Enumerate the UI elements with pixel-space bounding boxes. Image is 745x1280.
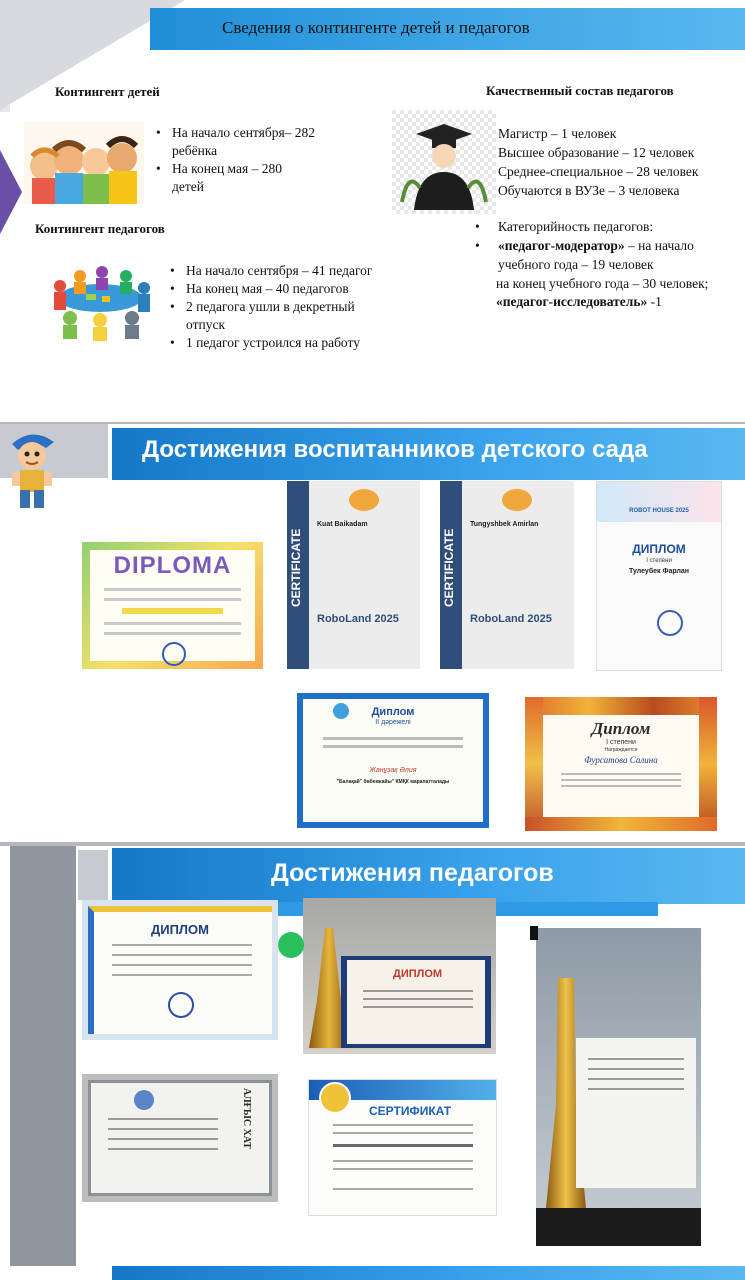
certificate-roboland-1 (287, 481, 420, 669)
quality-lines (498, 124, 698, 200)
dark-marker (530, 926, 538, 940)
moderator-item (475, 236, 730, 274)
slide3-title: Достижения педагогов (271, 859, 554, 887)
quality-line: Обучаются в ВУЗе – 3 человека (498, 183, 680, 198)
diploma-word: DIPLOMA (113, 552, 232, 579)
teacher-gramota (82, 1074, 278, 1202)
slide-teacher-achievements (0, 846, 745, 1280)
diploma-word: ДИПЛОМ (150, 922, 209, 937)
researcher-bold: «педагог-исследователь» (496, 294, 648, 309)
quality-line: Магистр – 1 человек (498, 126, 617, 141)
bottom-banner (112, 1266, 745, 1280)
diploma-sub: Награждается (604, 747, 638, 753)
diploma-word: ДИПЛОМ (393, 968, 443, 980)
teacher-large-trophy-photo (536, 928, 701, 1246)
diploma-degree: I степени (606, 739, 636, 746)
teacher-diploma-1 (82, 900, 278, 1040)
diploma-name: Фурсатова Салина (584, 755, 658, 765)
meeting-illustration (40, 262, 160, 342)
diploma-degree: II дәрежелі (375, 719, 411, 726)
cert-name: Tungyshbek Amirlan (470, 521, 539, 528)
children-heading: Контингент детей (55, 84, 160, 99)
teachers-list (170, 262, 380, 352)
diploma-autumn (525, 697, 717, 831)
diploma-word: ДИПЛОМ (632, 542, 686, 556)
teachers-item: • 2 педагога ушли в декретный отпуск (170, 298, 380, 334)
gramota-word: АЛҒЫС ХАТ (241, 1088, 252, 1149)
category-label (475, 217, 730, 236)
moderator-bold: «педагог-модератор» (498, 238, 625, 253)
diploma-org: "Балақай" бөбекжайы" КМҚК марапатталады (336, 779, 450, 785)
mascot-illustration (6, 426, 58, 514)
quality-heading: Качественный состав педагогов (486, 83, 674, 98)
cert-event: RoboLand 2025 (470, 613, 552, 625)
chat-icon (278, 932, 304, 958)
slide-contingent (0, 0, 745, 422)
purple-accent (0, 150, 22, 234)
children-item: • На начало сентября– 282 ребёнка (156, 124, 316, 160)
certificate-roboland-2 (440, 481, 574, 669)
quality-line: Высшее образование – 12 человек (498, 145, 695, 160)
cert-name: Kuat Baikadam (317, 521, 368, 528)
cert-side-text: CERTIFICATE (289, 528, 303, 607)
slide1-title: Сведения о контингенте детей и педагогов (222, 18, 530, 37)
graduate-illustration (392, 110, 496, 214)
teachers-item: • На начало сентября – 41 педагог (170, 262, 380, 280)
teachers-item: • На конец мая – 40 педагогов (170, 280, 380, 298)
researcher-rest: -1 (647, 294, 662, 309)
cert-word: СЕРТИФИКАТ (369, 1104, 452, 1118)
diploma-name: Тулеубек Фарлан (628, 568, 690, 575)
researcher-line (496, 292, 662, 311)
children-item: • На конец мая – 280 детей (156, 160, 316, 196)
children-list (156, 124, 316, 196)
grey-block (78, 850, 108, 900)
teacher-certificate (308, 1079, 497, 1216)
diploma-word: Диплом (591, 719, 651, 738)
cert-event: RoboLand 2025 (317, 613, 399, 625)
moderator-end: на конец учебного года – 30 человек; (496, 276, 709, 291)
diploma-robot-house (596, 481, 722, 671)
diploma-degree: I степени (646, 558, 672, 564)
moderator-rest: – на начало учебного года – 19 человек (498, 238, 694, 272)
teachers-item: • 1 педагог устроился на работу (170, 334, 380, 352)
quality-line: Среднее-специальное – 28 человек (498, 164, 699, 179)
category-list (475, 217, 730, 274)
diploma-name: Жанұзақ Әлия (369, 767, 417, 774)
diploma-word: Диплом (371, 706, 415, 718)
teachers-heading: Контингент педагогов (35, 221, 165, 236)
cert-side-text: CERTIFICATE (442, 528, 456, 607)
teacher-trophy-photo (303, 898, 496, 1054)
category-label-text: Категорийность педагогов: (498, 219, 654, 234)
side-strip (10, 846, 76, 1266)
diploma-green (82, 542, 263, 669)
slide-children-achievements (0, 424, 745, 842)
slide2-title: Достижения воспитанников детского сада (142, 436, 648, 463)
kids-illustration (24, 122, 144, 204)
diploma-blue (297, 693, 489, 828)
diploma-header: ROBOT HOUSE 2025 (629, 508, 689, 514)
